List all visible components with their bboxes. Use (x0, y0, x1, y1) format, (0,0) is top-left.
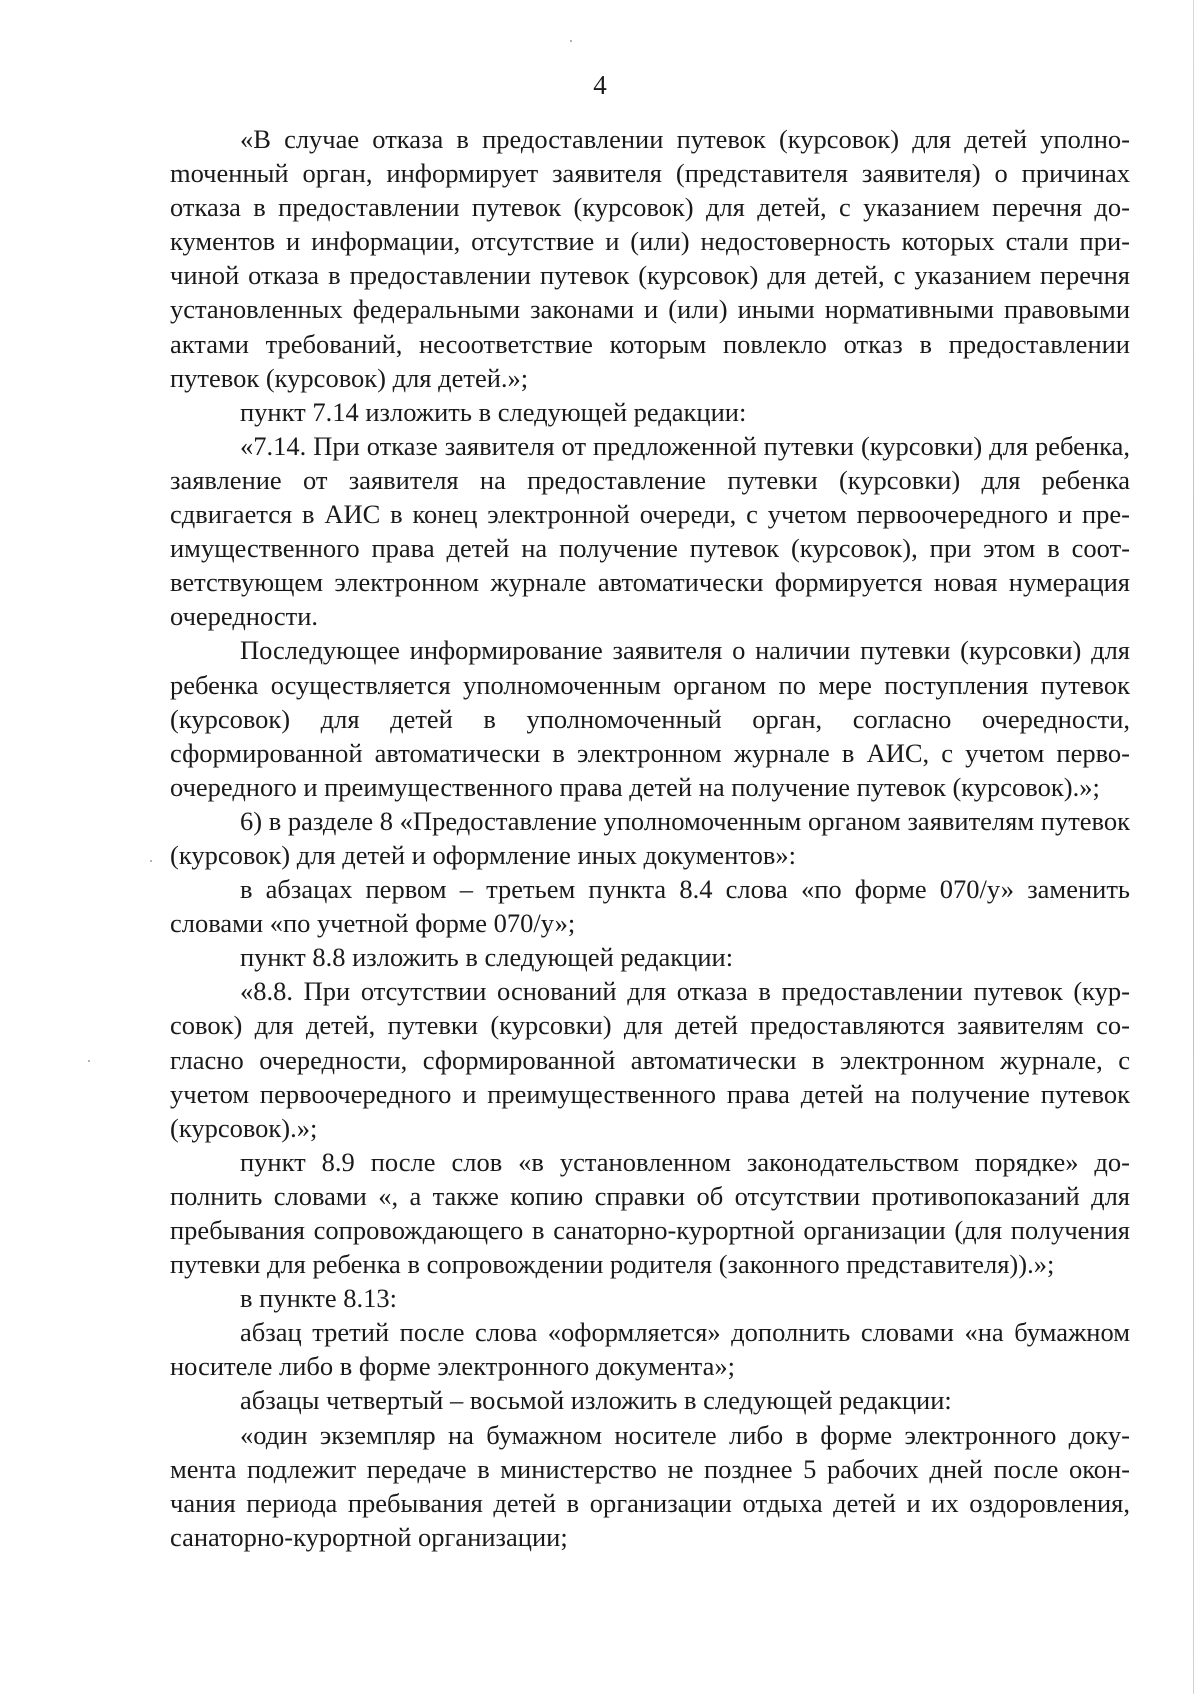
scan-edge-line (1193, 0, 1194, 1694)
paragraph: Последующее информирование заявителя о наличии путевки (курсовки) для ребенка осуществляется уполномоченным органом по мере поступления путевок (курсовок) для детей в уполномоченный орган, согласно очередности, сформированной автоматически в электронном журнале в АИС, с учетом первоочередного и преимущественного права детей на получение путевок (курсовок).»; (170, 635, 1130, 802)
scan-speck (570, 40, 572, 42)
paragraph: 6) в разделе 8 «Предоставление уполномоченным органом заявителям путевок (курсовок) для детей и оформление иных документов»: (170, 805, 1130, 870)
scan-speck (88, 1060, 90, 1062)
page-number: 4 (593, 70, 607, 100)
paragraph: «8.8. При отсутствии оснований для отказа в предоставлении путевок (курсовок) для детей, путевки (курсовки) для детей предоставляются заявителям согласно очередности, сформированной автоматически в электронном журнале, с учетом первоочередного и преимущественного права детей на получение путевок (курсовок).»; (170, 976, 1130, 1143)
paragraph: «7.14. При отказе заявителя от предложенной путевки (курсовки) для ребенка, заявление от заявителя на предоставление путевки (курсовки) для ребенка сдвигается в АИС в конец электронной очереди, с учетом первоочередного и преимущественного права детей на получение путевок (курсовок), при этом в соответствующем электронном журнале автоматически формируется новая нумерация очередности. (170, 430, 1130, 632)
paragraph: пункт 8.9 после слов «в установленном законодательством порядке» дополнить словами «, а также копию справки об отсутствии противопоказаний для пребывания сопровождающего в санаторно-курортной организации (для получения путевки для ребенка в сопровождении родителя (законного представителя)).»; (170, 1146, 1130, 1280)
paragraph: в абзацах первом – третьем пункта 8.4 слова «по форме 070/у» заменить словами «по учетной форме 070/у»; (170, 874, 1130, 939)
paragraph: в пункте 8.13: (240, 1283, 397, 1314)
paragraph: абзацы четвертый – восьмой изложить в следующей редакции: (240, 1385, 952, 1416)
paragraph: «один экземпляр на бумажном носителе либо в форме электронного документа подлежит передаче в министерство не позднее 5 рабочих дней после окончания периода пребывания детей в организации отдыха детей и их оздоровления, санаторно-курортной организации; (170, 1419, 1130, 1552)
paragraph: пункт 8.8 изложить в следующей редакции: (240, 942, 734, 973)
paragraph: пункт 7.14 изложить в следующей редакции: (240, 396, 747, 427)
document-body (170, 122, 1130, 1554)
paragraph: абзац третий после слова «оформляется» дополнить словами «на бумажном носителе либо в форме электронного документа»; (170, 1317, 1130, 1382)
paragraph: «В случае отказа в предоставлении путевок (курсовок) для детей уполноmоченный орган, информирует заявителя (представителя заявителя) о причинах отказа в предоставлении путевок (курсовок) для детей, с указанием перечня документов и информации, отсутствие и (или) недостоверность которых стали причиной отказа в предоставлении путевок (курсовок) для детей, с указанием перечня установленных федеральными законами и (или) иными нормативными правовыми актами требований, несоответствие которым повлекло отказ в предоставлении путевок (курсовок) для детей.»; (170, 124, 1130, 393)
scan-speck (150, 860, 152, 862)
